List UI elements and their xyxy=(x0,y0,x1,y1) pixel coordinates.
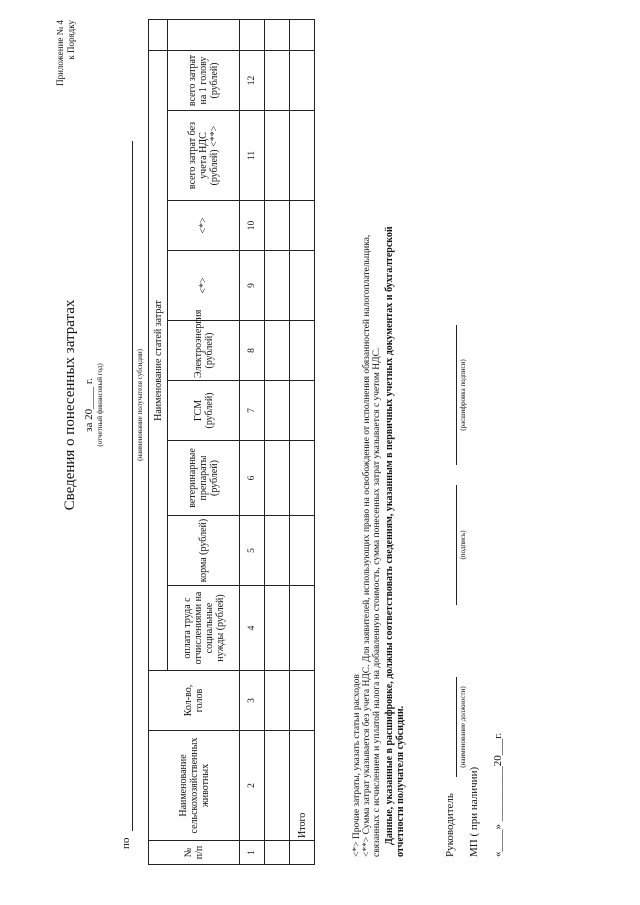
compliance-note-continued: отчетности получателя субсидии. xyxy=(395,705,406,857)
table-cell[interactable] xyxy=(265,381,290,441)
table-cell[interactable] xyxy=(265,841,290,865)
table-cell[interactable] xyxy=(290,321,315,381)
costs-table xyxy=(148,19,315,865)
col-number: 3 xyxy=(240,671,265,731)
table-cell[interactable] xyxy=(290,111,315,201)
signature-line xyxy=(456,485,457,605)
table-cell xyxy=(290,841,315,865)
col-number: 8 xyxy=(240,321,265,381)
col-number: 11 xyxy=(240,111,265,201)
col-num-header: № п/п xyxy=(149,841,240,865)
col-number: 6 xyxy=(240,441,265,516)
position-line xyxy=(456,677,457,777)
annex-line-2: к Порядку xyxy=(66,20,76,60)
table-cell[interactable] xyxy=(265,516,290,586)
col-number: 10 xyxy=(240,201,265,251)
decode-line xyxy=(456,325,457,465)
col-fuel-header: ГСМ (рублей) xyxy=(168,381,240,441)
table-cell[interactable] xyxy=(265,671,290,731)
col-number: 5 xyxy=(240,516,265,586)
extra-header xyxy=(149,19,168,50)
document-title: Сведения о понесенных затратах xyxy=(62,299,78,511)
table-cell[interactable] xyxy=(265,321,290,381)
total-row xyxy=(290,19,315,864)
table-cell[interactable] xyxy=(265,201,290,251)
table-cell[interactable] xyxy=(265,50,290,110)
col-total-per-head-header: всего затрат на 1 голову (рублей) xyxy=(168,50,240,110)
col-labor-header: оплата труда с отчислениями на социальные нужды (рублей) xyxy=(168,586,240,671)
compliance-note: Данные, указанные в расшифровке, должны соответствовать сведениям, указанным в первичных учетных документах и бухгалтерской xyxy=(384,226,395,845)
table-cell[interactable] xyxy=(265,441,290,516)
col-number: 4 xyxy=(240,586,265,671)
col-number: 12 xyxy=(240,50,265,110)
col-number: 7 xyxy=(240,381,265,441)
table-cell[interactable] xyxy=(290,441,315,516)
table-cell[interactable] xyxy=(290,381,315,441)
date-line: «____» __________20___г. xyxy=(492,732,504,857)
col-feed-header: корма (рублей) xyxy=(168,516,240,586)
table-cell[interactable] xyxy=(290,19,315,50)
table-cell[interactable] xyxy=(265,586,290,671)
recipient-line xyxy=(132,141,133,831)
position-note: (наименование должности) xyxy=(459,686,467,768)
table-cell[interactable] xyxy=(265,251,290,321)
table-cell[interactable] xyxy=(290,671,315,731)
header-row-1 xyxy=(149,19,168,864)
decode-note: (расшифровка подписи) xyxy=(459,359,467,431)
signature-note: (подпись) xyxy=(459,530,467,560)
table-cell[interactable] xyxy=(290,201,315,251)
col-number: 2 xyxy=(240,731,265,841)
footnote-other-costs: <*> Прочие затраты, указать статьи расходов xyxy=(352,674,362,857)
table-cell[interactable] xyxy=(290,586,315,671)
col-total-no-vat-header: всего затрат без учета НДС (рублей) <**> xyxy=(168,111,240,201)
col-number: 1 xyxy=(240,841,265,865)
col-other2-header: <*> xyxy=(168,201,240,251)
column-numbers-row xyxy=(240,19,265,864)
total-label: Итого xyxy=(290,731,315,841)
table-cell[interactable] xyxy=(265,731,290,841)
head-label: Руководитель xyxy=(444,793,456,857)
footnote-vat-continued: связанных с исчислением и уплатой налога на добавленную стоимость, сумма понесенных затрат указывается с учетом НДС. xyxy=(372,347,382,857)
col-electricity-header: Электроэнергия (рублей) xyxy=(168,321,240,381)
col-name-header: Наименование сельскохозяйственных животных xyxy=(149,731,240,841)
col-count-header: Кол-во, голов xyxy=(149,671,240,731)
col-vet-header: ветеринарные препараты (рублей) xyxy=(168,441,240,516)
period-line: за 20____ г. xyxy=(83,378,95,432)
annex-label xyxy=(55,20,77,140)
annex-line-1: Приложение № 4 xyxy=(55,20,65,86)
cost-items-group-header: Наименование статей затрат xyxy=(149,50,168,670)
footnote-vat: <**> Сумма затрат указывается без учета НДС. Для заявителей, использующих право на освобождение от исполнения обязанностей налогоплательщика, xyxy=(362,234,372,857)
table-cell[interactable] xyxy=(290,516,315,586)
col-other1-header: <*> xyxy=(168,251,240,321)
table-cell xyxy=(240,19,265,50)
recipient-note: (наименование получателя субсидии) xyxy=(136,349,144,461)
stamp-label: МП ( при наличии) xyxy=(468,766,480,857)
table-cell[interactable] xyxy=(265,19,290,50)
extra-header-2 xyxy=(168,19,240,50)
table-row xyxy=(265,19,290,864)
table-cell[interactable] xyxy=(290,251,315,321)
table-cell[interactable] xyxy=(290,50,315,110)
col-number: 9 xyxy=(240,251,265,321)
po-label: по xyxy=(120,837,132,849)
period-note: (отчетный финансовый год) xyxy=(96,363,104,447)
table-cell[interactable] xyxy=(265,111,290,201)
